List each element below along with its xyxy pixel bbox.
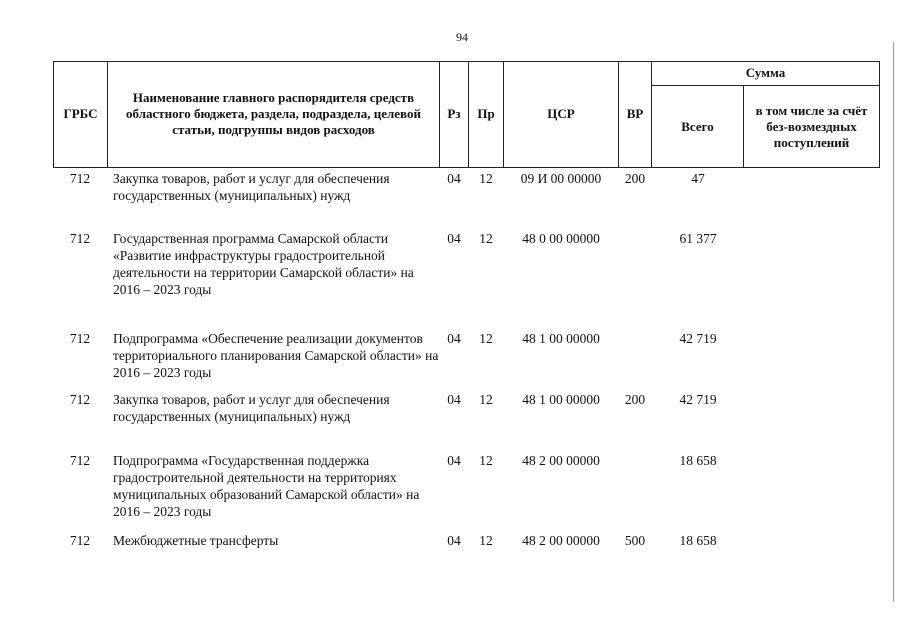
cell-grbs: 712 [69, 533, 91, 548]
cell-csr: 48 0 00 00000 [522, 231, 600, 246]
cell-vsego: 42 719 [679, 331, 717, 346]
header-rz: Рз [439, 61, 468, 167]
cell-pr: 12 [479, 171, 493, 186]
header-grbs: ГРБС [63, 106, 98, 121]
cell-vsego: 18 658 [679, 453, 717, 468]
cell-pr: 12 [479, 231, 493, 246]
cell-csr: 09 И 00 00000 [520, 171, 602, 186]
cell-vr: 200 [624, 171, 646, 186]
cell-grbs: 712 [69, 171, 91, 186]
cell-vsego: 61 377 [679, 231, 717, 246]
page-number: 94 [456, 30, 468, 44]
cell-grbs: 712 [69, 392, 91, 407]
cell-pr: 12 [479, 392, 493, 407]
header-vr: ВР [618, 61, 651, 167]
cell-rz: 04 [447, 331, 461, 346]
header-vsego: Всего [651, 86, 743, 167]
cell-rz: 04 [447, 231, 461, 246]
cell-name: Межбюджетные трансферты [113, 533, 279, 548]
header-summa: Сумма [651, 61, 879, 86]
header-free-funds: в том числе за счёт без-возмездных поступлений [743, 86, 879, 167]
cell-pr: 12 [479, 331, 493, 346]
cell-vr: 500 [624, 533, 646, 548]
cell-grbs: 712 [69, 231, 91, 246]
cell-rz: 04 [447, 533, 461, 548]
cell-csr: 48 2 00 00000 [522, 453, 600, 468]
cell-vsego: 47 [691, 171, 705, 186]
cell-vsego: 18 658 [679, 533, 717, 548]
cell-csr: 48 1 00 00000 [522, 392, 600, 407]
cell-csr: 48 2 00 00000 [522, 533, 600, 548]
margin-rule [893, 42, 894, 602]
header-csr: ЦСР [503, 61, 618, 167]
cell-grbs: 712 [69, 331, 91, 346]
cell-grbs: 712 [69, 453, 91, 468]
header-pr: Пр [468, 61, 503, 167]
header-name: Наименование главного распорядителя средств областного бюджета, раздела, подраздела, целевой статьи, подгруппы видов расходов [107, 61, 439, 167]
cell-name: Закупка товаров, работ и услуг для обеспечения государственных (муниципальных) нужд [113, 171, 390, 203]
cell-rz: 04 [447, 453, 461, 468]
cell-name: Закупка товаров, работ и услуг для обеспечения государственных (муниципальных) нужд [113, 392, 390, 424]
cell-rz: 04 [447, 392, 461, 407]
cell-name: Подпрограмма «Обеспечение реализации документов территориального планирования Самарской области» на 2016 – 2023 годы [113, 331, 439, 380]
cell-name: Подпрограмма «Государственная поддержка градостроительной деятельности на территориях муниципальных образований Самарской области» на 2016 – 2023 годы [113, 453, 420, 519]
cell-pr: 12 [479, 533, 493, 548]
cell-pr: 12 [479, 453, 493, 468]
cell-vsego: 42 719 [679, 392, 717, 407]
cell-rz: 04 [447, 171, 461, 186]
cell-csr: 48 1 00 00000 [522, 331, 600, 346]
cell-name: Государственная программа Самарской области «Развитие инфраструктуры градостроительной деятельности на территории Самарской области» на 2016 – 2023 годы [113, 231, 414, 297]
cell-vr: 200 [624, 392, 646, 407]
